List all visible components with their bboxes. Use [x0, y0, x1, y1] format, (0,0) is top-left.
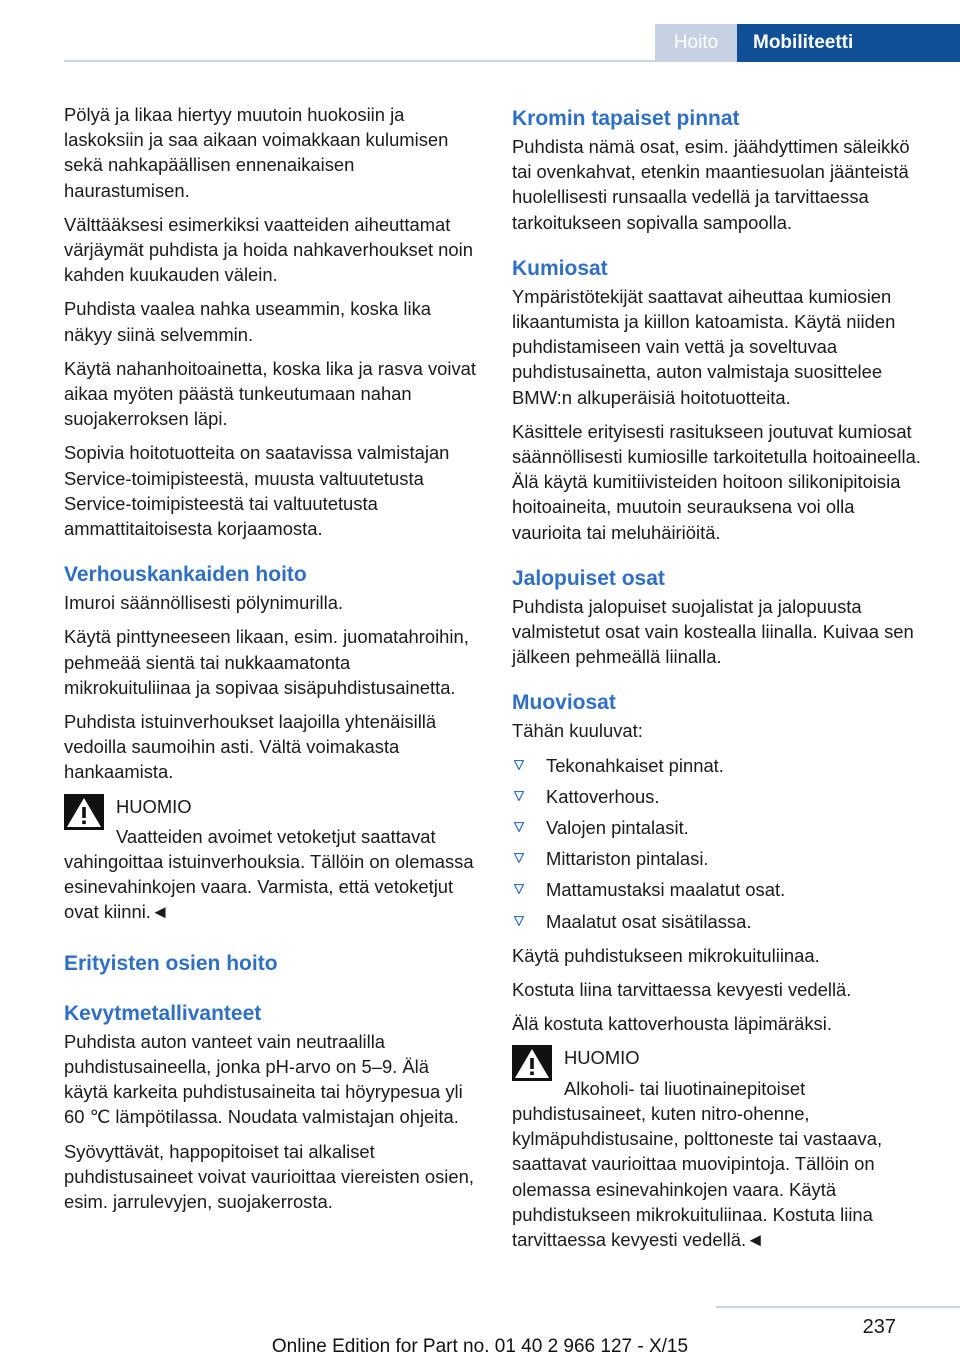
paragraph: Sopivia hoitotuotteita on saatavissa valmistajan Service-toimipisteestä, muusta valtuutetusta Service-toimipisteestä tai valtuutetusta ammattitaitoisesta korjaamosta. [64, 442, 450, 540]
paragraph: Pölyä ja likaa hiertyy muutoin huokosiin ja laskoksiin ja saa aikaan voimakkaan kulumisen sekä nahkapäällisen ennenaikaisen haurastumisen. [64, 104, 449, 201]
paragraph: Tähän kuuluvat: [512, 720, 643, 742]
warning-icon [512, 1045, 552, 1081]
tab-chapter[interactable]: Mobiliteetti [737, 24, 960, 62]
page-number: 237 [862, 1316, 896, 1338]
paragraph: Käytä puhdistukseen mikrokuituliinaa. [512, 944, 820, 966]
list-item-text: Mittariston pintalasi. [546, 848, 709, 870]
warning-text [512, 1076, 926, 1252]
triangle-bullet-icon [514, 791, 524, 801]
bullet-list [512, 753, 926, 934]
heading-plastic: Muoviosat [512, 691, 616, 715]
list-item-text: Tekonahkaiset pinnat. [546, 754, 724, 776]
warning-text [64, 824, 478, 925]
triangle-bullet-icon [514, 916, 524, 926]
list-item [512, 846, 926, 871]
triangle-bullet-icon [514, 884, 524, 894]
paragraph: Ympäristötekijät saattavat aiheuttaa kumiosien likaantumista ja kiillon katoamista. Käytä niiden puhdistamiseen vain vettä ja soveltuvaa puhdistusainetta, auton valmistaja suosittelee BMW:n alkuperäisiä hoitotuotteita. [512, 285, 896, 408]
paragraph: Älä kostuta kattoverhousta läpimäräksi. [512, 1013, 832, 1035]
list-item-text: Maalatut osat sisätilassa. [546, 910, 752, 932]
paragraph: Puhdista auton vanteet vain neutraalilla puhdistusaineella, jonka pH-arvo on 5–9. Älä käytä karkeita puhdistusaineita tai höyrypesua yli 60 ℃ lämpötilassa. Noudata valmistajan ohjeita. [64, 1030, 463, 1128]
paragraph: Puhdista nämä osat, esim. jäähdyttimen säleikkö tai ovenkahvat, etenkin maantiesuolan jäänteistä huolellisesti runsaalla vedellä ja tarvittaessa tarkoitukseen sopivalla sampoolla. [512, 136, 910, 233]
triangle-bullet-icon [514, 822, 524, 832]
list-item-text: Valojen pintalasit. [546, 817, 689, 839]
triangle-bullet-icon [514, 853, 524, 863]
tab-section[interactable]: Hoito [655, 24, 737, 62]
triangle-bullet-icon [514, 760, 524, 770]
heading-special-parts: Erityisten osien hoito [64, 951, 278, 975]
list-item [512, 877, 926, 902]
warning-title: HUOMIO [564, 1047, 640, 1069]
paragraph: Puhdista istuinverhoukset laajoilla yhtenäisillä vedoilla saumoihin asti. Vältä voimakasta hankaamista. [64, 711, 437, 783]
footer-edition: Online Edition for Part no. 01 40 2 966 127 - X/15 [271, 1336, 689, 1357]
paragraph: Käytä pinttyneeseen likaan, esim. juomatahroihin, pehmeää sientä tai nukkaamatonta mikrokuituliinaa ja sopivaa sisäpuhdistusainetta. [64, 626, 469, 698]
list-item [512, 753, 926, 778]
heading-alloy-wheels: Kevytmetallivanteet [64, 1001, 262, 1025]
paragraph: Puhdista jalopuiset suojalistat ja jalopuusta valmistetut osat vain kostealla liinalla. Kuivaa sen jälkeen pehmeällä liinalla. [512, 595, 914, 668]
paragraph: Syövyttävät, happopitoiset tai alkaliset puhdistusaineet voivat vaurioittaa viereisten osien, esim. jarrulevyjen, suojakerrosta. [64, 1140, 474, 1212]
warning-body: Vaatteiden avoimet vetoketjut saattavat vahingoittaa istuinverhouksia. Tällöin on olemassa esinevahinkojen vaara. Varmista, että vetoketjut ovat kiinni.◄ [64, 825, 474, 923]
heading-rubber: Kumiosat [512, 256, 608, 280]
list-item-text: Kattoverhous. [546, 785, 660, 807]
warning-icon [64, 794, 104, 830]
paragraph: Käsittele erityisesti rasitukseen joutuvat kumiosat säännöllisesti kumiosille tarkoitetulla hoitoaineella. Älä käytä kumitiivisteiden hoitoon silikonipitoisia hoitoaineita, muutoin seurauksena voi olla vaurioita tai meluhäiriöitä. [512, 420, 921, 543]
list-item [512, 815, 926, 840]
paragraph: Puhdista vaalea nahka useammin, koska lika näkyy siinä selvemmin. [64, 298, 431, 345]
warning-title: HUOMIO [116, 795, 192, 817]
paragraph: Kostuta liina tarvittaessa kevyesti vedellä. [512, 979, 852, 1001]
list-item [512, 909, 926, 934]
footer-rule [716, 1306, 960, 1308]
paragraph: Käytä nahanhoitoainetta, koska lika ja rasva voivat aikaa myöten päästä tunkeutumaan nahan suojakerroksen läpi. [64, 357, 476, 430]
heading-upholstery: Verhouskankaiden hoito [64, 563, 307, 587]
heading-chrome: Kromin tapaiset pinnat [512, 107, 740, 130]
heading-precious-wood: Jalopuiset osat [512, 566, 665, 590]
warning-box [512, 1045, 926, 1252]
left-column [64, 102, 478, 1223]
paragraph: Välttääksesi esimerkiksi vaatteiden aiheuttamat värjäymät puhdista ja hoida nahkaverhoukset noin kahden kuukauden välein. [64, 213, 473, 286]
list-item [512, 784, 926, 809]
list-item-text: Mattamustaksi maalatut osat. [546, 879, 786, 901]
warning-body: Alkoholi- tai liuotinainepitoiset puhdistusaineet, kuten nitro-ohenne, kylmäpuhdistusaine, polttoneste tai vastaava, saattavat vaurioittaa muovipintoja. Tällöin on olemassa esinevahinkojen vaara. Käytä puhdistukseen mikrokuituliinaa. Kostuta liina tarvittaessa kevyesti vedellä.◄ [512, 1077, 883, 1250]
warning-box [64, 794, 478, 925]
paragraph: Imuroi säännöllisesti pölynimurilla. [64, 592, 344, 614]
right-column [512, 104, 926, 1261]
